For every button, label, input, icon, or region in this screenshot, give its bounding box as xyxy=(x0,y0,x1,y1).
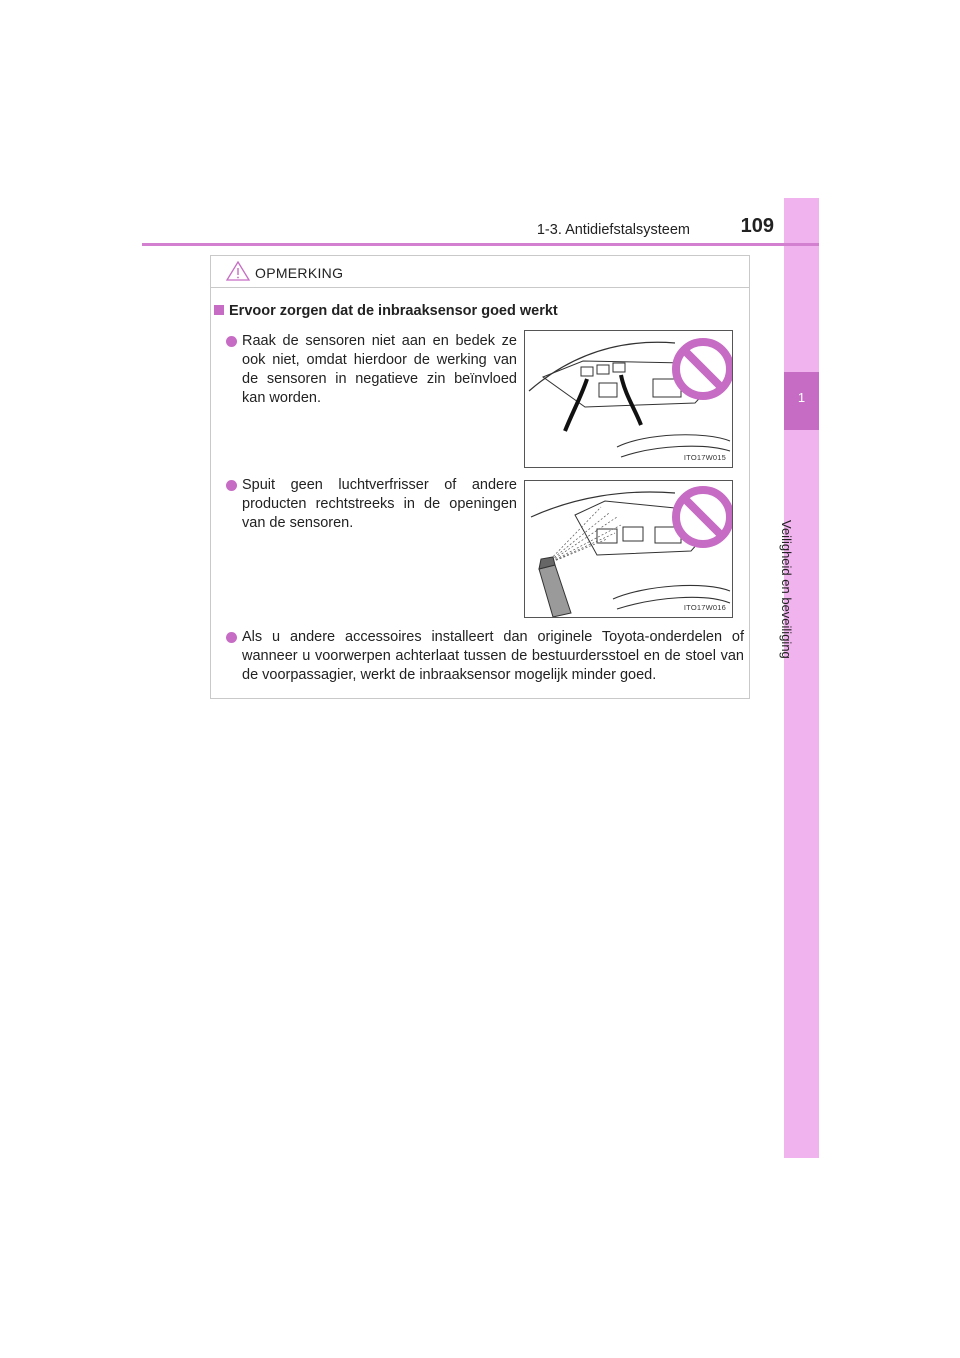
sensor-touch-illustration xyxy=(525,331,732,467)
figure-code: ITO17W015 xyxy=(683,453,726,462)
note-subheading: Ervoor zorgen dat de inbraaksensor goed werkt xyxy=(214,303,558,319)
note-title: OPMERKING xyxy=(255,265,344,281)
note-bullet-1: Raak de sensoren niet aan en bedek ze ook niet, omdat hierdoor de werking van de sensoren in negatieve zin beïnvloed kan worden. xyxy=(242,332,517,408)
bullet-dot-icon xyxy=(226,480,237,491)
chapter-number: 1 xyxy=(797,390,806,405)
page-number: 109 xyxy=(740,215,774,237)
chapter-title: Veiligheid en beveiliging xyxy=(779,520,794,659)
section-title: 1-3. Antidiefstalsysteem xyxy=(536,222,690,238)
bullet-dot-icon xyxy=(226,336,237,347)
bullet-dot-icon xyxy=(226,632,237,643)
sensor-spray-illustration xyxy=(525,481,732,617)
prohibited-icon xyxy=(676,342,730,396)
square-bullet-icon xyxy=(214,305,224,315)
note-box xyxy=(210,255,750,699)
header-rule xyxy=(142,243,819,246)
warning-triangle-icon xyxy=(226,261,250,281)
chapter-side-tab xyxy=(784,198,819,1158)
note-bullet-3: Als u andere accessoires installeert dan originele Toyota-onderdelen of wanneer u voorwerpen achterlaat tussen de bestuurdersstoel en de stoel van de voorpassagier, werkt de inbraaksensor mogelijk minder goed. xyxy=(242,628,744,685)
figure-code: ITO17W016 xyxy=(683,603,726,612)
figure-sensor-touch xyxy=(524,330,733,468)
note-header xyxy=(211,256,749,288)
note-bullet-2: Spuit geen luchtverfrisser of andere producten rechtstreeks in de openingen van de sensoren. xyxy=(242,476,517,533)
figure-sensor-spray xyxy=(524,480,733,618)
prohibited-icon xyxy=(676,490,730,544)
